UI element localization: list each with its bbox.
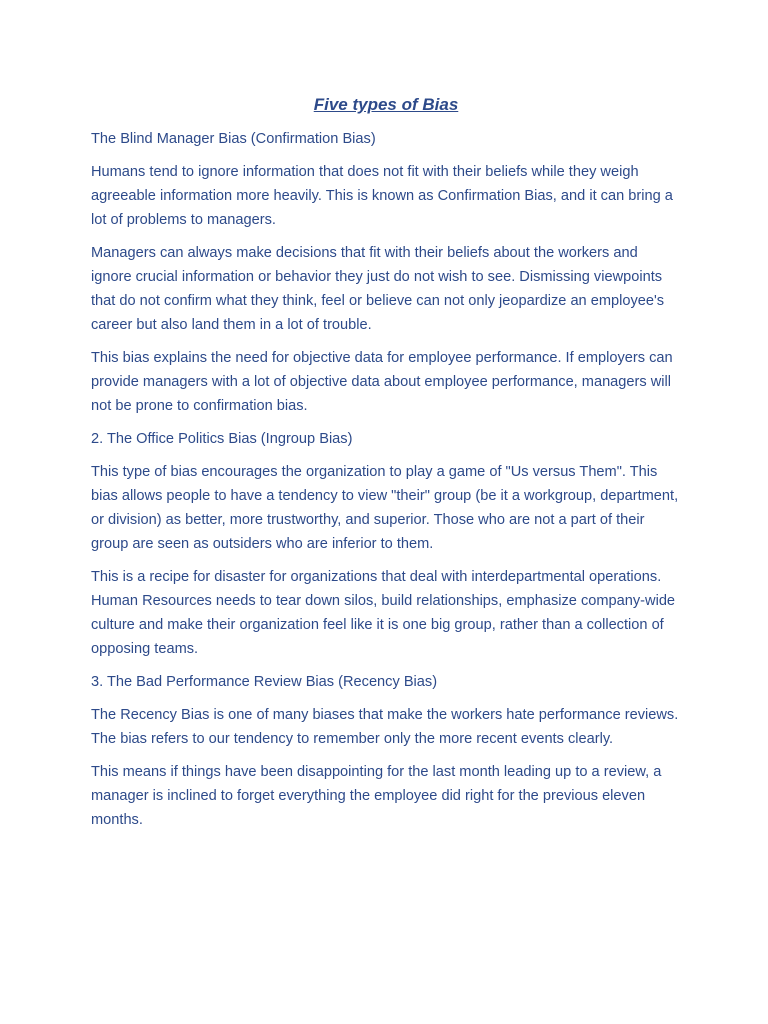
document-body [91,93,681,841]
section-heading-ingroup-bias: 2. The Office Politics Bias (Ingroup Bias) [91,431,353,447]
paragraph: This bias explains the need for objective data for employee performance. If employers can provide managers with a lot of objective data about employee performance, managers will not be prone to confirmation bias. [91,350,673,414]
paragraph: The Recency Bias is one of many biases that make the workers hate performance reviews. The bias refers to our tendency to remember only the more recent events clearly. [91,707,679,747]
section-heading-confirmation-bias: The Blind Manager Bias (Confirmation Bias) [91,131,376,147]
paragraph: This type of bias encourages the organization to play a game of "Us versus Them". This bias allows people to have a tendency to view "their" group (be it a workgroup, department, or division) as better, more trustworthy, and superior. Those who are not a part of their group are seen as outsiders who are inferior to them. [91,464,679,552]
paragraph: Humans tend to ignore information that does not fit with their beliefs while they weigh agreeable information more heavily. This is known as Confirmation Bias, and it can bring a lot of problems to managers. [91,164,673,228]
paragraph: This means if things have been disappointing for the last month leading up to a review, a manager is inclined to forget everything the employee did right for the previous eleven months. [91,764,662,828]
paragraph: This is a recipe for disaster for organizations that deal with interdepartmental operations. Human Resources needs to tear down silos, build relationships, emphasize company-wide culture and make their organization feel like it is one big group, rather than a collection of opposing teams. [91,569,676,657]
paragraph: Managers can always make decisions that fit with their beliefs about the workers and ignore crucial information or behavior they just do not wish to see. Dismissing viewpoints that do not confirm what they think, feel or believe can not only jeopardize an employee's career but also land them in a lot of trouble. [91,245,665,333]
document-title: Five types of Bias [313,95,459,114]
section-heading-recency-bias: 3. The Bad Performance Review Bias (Recency Bias) [91,674,438,690]
